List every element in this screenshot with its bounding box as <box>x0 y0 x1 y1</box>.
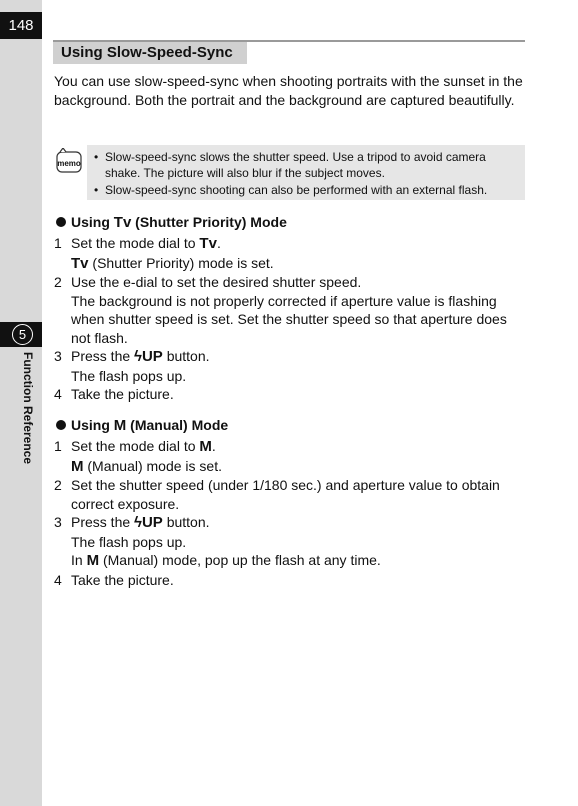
m-glyph: M <box>113 417 127 434</box>
tv-glyph: Tv <box>199 235 217 252</box>
chapter-tab <box>0 322 42 347</box>
m-glyph: M <box>86 552 100 569</box>
step-item: 2 Use the e-dial to set the desired shutter speed. The background is not properly corrected if aperture value is flashing when shutter speed is set. Set the shutter speed so that aperture does not flash. <box>54 274 507 346</box>
step-item: 4 Take the picture. <box>54 571 174 588</box>
tv-glyph: Tv <box>113 214 132 231</box>
memo-icon <box>56 148 82 174</box>
page-number: 148 <box>0 12 42 39</box>
flash-up-icon: ϟUP <box>134 348 163 365</box>
tv-mode-steps <box>54 234 524 404</box>
m-mode-heading: Using M (Manual) Mode <box>56 416 228 435</box>
m-glyph: M <box>71 457 84 475</box>
tv-mode-heading: Using Tv (Shutter Priority) Mode <box>56 213 287 232</box>
step-item: 1 Set the mode dial to Tv. Tv (Shutter Priority) mode is set. <box>54 235 274 272</box>
step-item: 3 Press the ϟUP button. The flash pops up. In M (Manual) mode, pop up the flash at any time. <box>54 514 381 569</box>
chapter-number: 5 <box>12 324 33 345</box>
m-glyph: M <box>199 438 212 455</box>
step-item: 1 Set the mode dial to M. M (Manual) mode is set. <box>54 438 222 475</box>
step-item: 2 Set the shutter speed (under 1/180 sec.) and aperture value to obtain correct exposure. <box>54 477 500 512</box>
memo-item: • Slow-speed-sync shooting can also be performed with an external flash. <box>105 182 517 198</box>
m-mode-steps <box>54 437 524 589</box>
tv-glyph: Tv <box>71 254 89 272</box>
bullet-dot <box>56 420 66 430</box>
step-item: 4 Take the picture. <box>54 386 174 402</box>
flash-up-icon: ϟUP <box>134 514 163 531</box>
intro-paragraph: You can use slow-speed-sync when shooting portraits with the sunset in the background. Both the portrait and the background are captured beautifully. <box>54 73 523 108</box>
section-title: Using Slow-Speed-Sync <box>53 42 247 64</box>
memo-box <box>87 145 525 200</box>
step-item: 3 Press the ϟUP button. The flash pops up. <box>54 348 210 384</box>
bullet-dot <box>56 217 66 227</box>
memo-list <box>87 145 525 198</box>
chapter-label: Function Reference <box>21 352 35 465</box>
memo-item: • Slow-speed-sync slows the shutter speed. Use a tripod to avoid camera shake. The picture will also blur if the subject moves. <box>105 149 517 181</box>
svg-text:memo: memo <box>57 159 81 168</box>
